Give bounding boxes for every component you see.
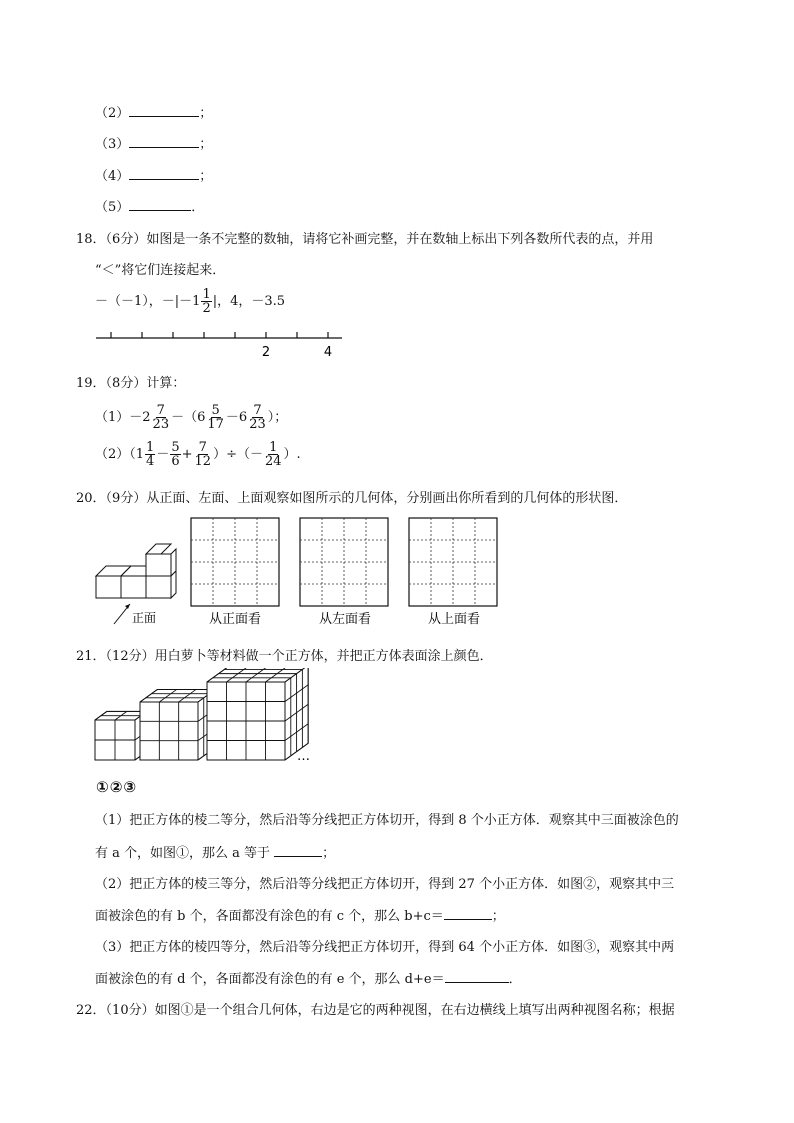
- q21-s2b: 面被涂色的有 b 个，各面都没有涂色的有 c 个，那么 b+c＝ ；: [95, 909, 505, 924]
- tick-label-4: 4: [323, 345, 333, 360]
- q19-part2: （2）（1 $\frac{1}{4}$ － $\frac{5}{6}$ + $\frac{7}{12}$ ）÷（－ $\frac{1}{24}$ ）.: [95, 440, 301, 469]
- geometry-solid: [92, 540, 187, 628]
- q19-part1: （1）－2 $\frac{7}{23}$ －（6 $\frac{5}{17}$ －6 $\frac{7}{23}$ ）；: [95, 403, 288, 432]
- q20-text: 20．（9分）从正面、左面、上面观察如图所示的几何体，分别画出你所看到的几何体的形状图．: [76, 491, 628, 506]
- answer-blank-bc[interactable]: [444, 907, 492, 920]
- answer-blank-de[interactable]: [445, 970, 509, 983]
- grid-caption-left: 从左面看: [318, 612, 372, 627]
- q18-numbers: －（－1），－|－1 $\frac{1}{2}$ |，4，－3.5: [95, 287, 286, 316]
- q21-s1b: 有 a 个，如图①，那么 a 等于 ；: [95, 846, 336, 861]
- q18-text-2: “＜”将它们连接起来．: [95, 263, 226, 278]
- q22-text: 22．（10分）如图①是一个组合几何体，右边是它的两种视图，在右边横线上填写出两种视图名称；根据: [76, 1003, 675, 1018]
- figure-labels: ①②③: [96, 778, 138, 796]
- answer-blank-a[interactable]: [274, 844, 322, 857]
- view-grid-3[interactable]: [409, 518, 497, 606]
- answer-line-4: （4） ；: [95, 169, 213, 184]
- q21-s2a: （2）把正方体的棱三等分，然后沿等分线把正方体切开，得到 27 个小正方体．如图②，观察其中三: [95, 877, 675, 892]
- cube-figures: [92, 668, 322, 768]
- answer-blank[interactable]: [129, 135, 199, 148]
- q21-s3b: 面被涂色的有 d 个，各面都没有涂色的有 e 个，那么 d+e＝ ．: [95, 972, 522, 987]
- cube-figure-2: [140, 690, 215, 760]
- q21-text: 21．（12分）用白萝卜等材料做一个正方体，并把正方体表面涂上颜色．: [76, 649, 493, 664]
- tick-label-2: 2: [261, 345, 271, 360]
- view-grid-2[interactable]: [300, 518, 388, 606]
- front-label: 正面: [132, 611, 157, 625]
- answer-blank[interactable]: [129, 104, 199, 117]
- answer-line-2: （2） ；: [95, 106, 213, 121]
- answer-blank[interactable]: [129, 167, 199, 180]
- cube-figure-3: [207, 668, 308, 760]
- grid-caption-top: 从上面看: [427, 612, 481, 627]
- view-grid-1[interactable]: [191, 518, 279, 606]
- view-grids: [190, 516, 502, 628]
- q18-text: 18．（6分）如图是一条不完整的数轴，请将它补画完整，并在数轴上标出下列各数所代表的点，并用: [76, 232, 654, 247]
- q21-s1a: （1）把正方体的棱二等分，然后沿等分线把正方体切开，得到 8 个小正方体．观察其中三面被涂色的: [95, 813, 679, 828]
- answer-blank[interactable]: [129, 198, 191, 211]
- q19-text: 19．（8分）计算：: [76, 376, 186, 391]
- grid-caption-front: 从正面看: [208, 612, 262, 627]
- answer-line-3: （3） ；: [95, 137, 213, 152]
- answer-line-5: （5） ．: [95, 200, 205, 215]
- q21-s3a: （3）把正方体的棱四等分，然后沿等分线把正方体切开，得到 64 个小正方体．如图③，观察其中两: [95, 940, 675, 955]
- ellipsis: …: [297, 749, 310, 764]
- cube-figure-1: [95, 711, 147, 760]
- number-line[interactable]: [90, 328, 350, 364]
